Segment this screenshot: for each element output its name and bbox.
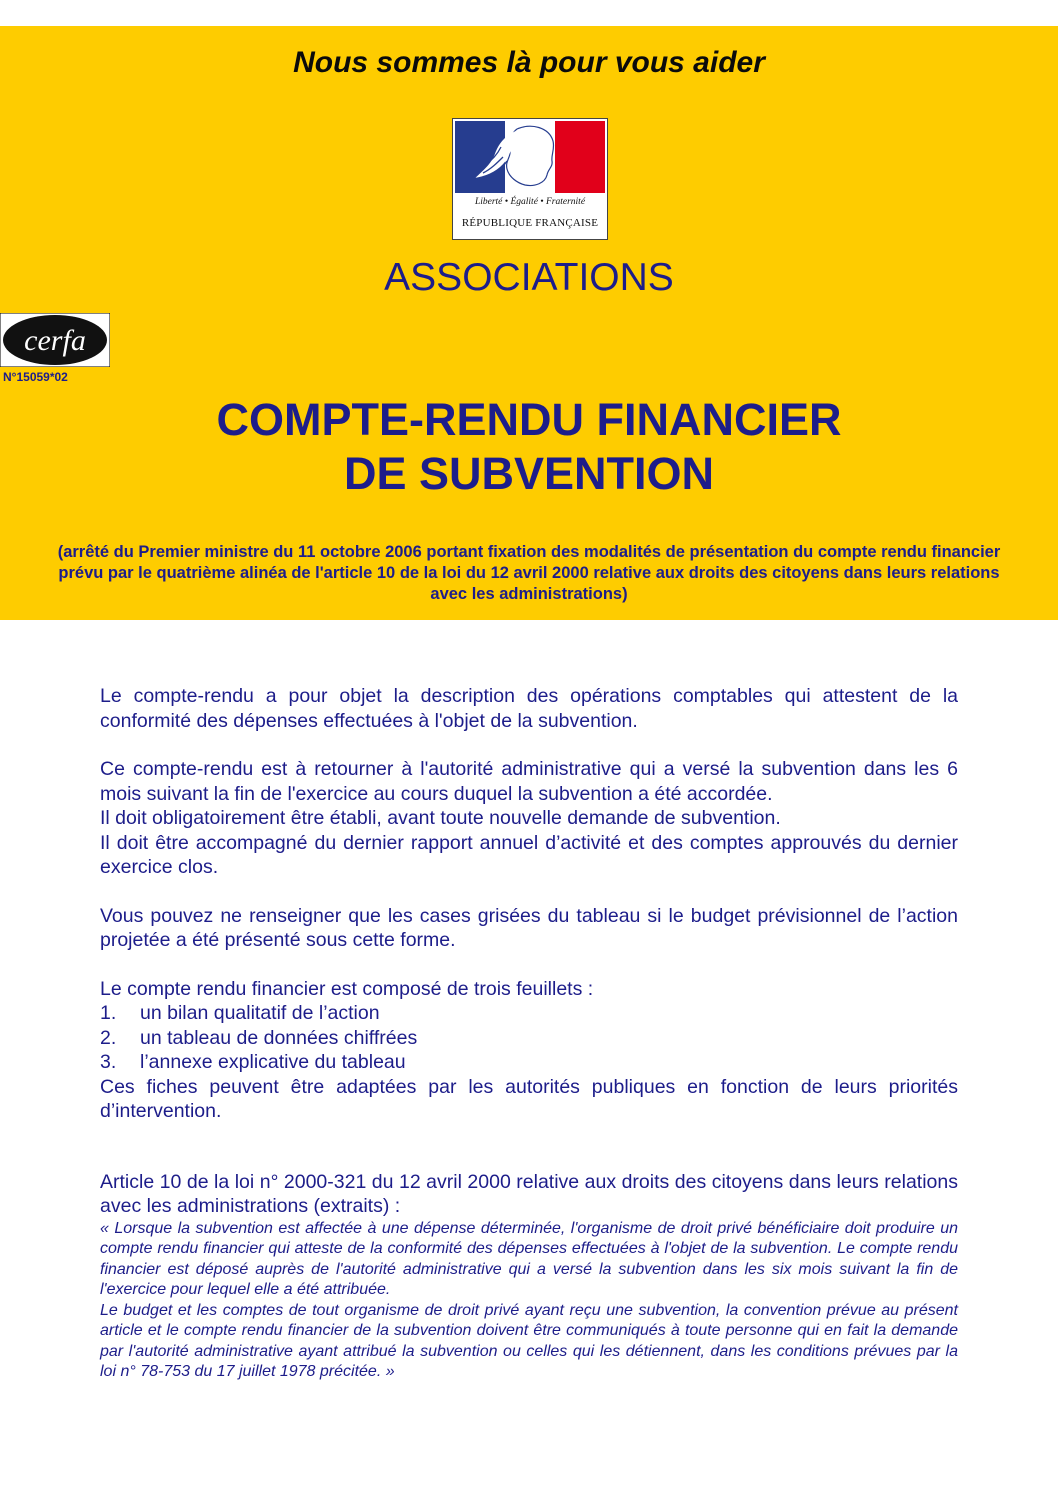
- category-heading: ASSOCIATIONS: [384, 256, 674, 299]
- list-item-label: l’annexe explicative du tableau: [140, 1051, 406, 1073]
- republique-label: RÉPUBLIQUE FRANÇAISE: [461, 217, 599, 229]
- cerfa-logo-text: cerfa: [24, 324, 86, 357]
- intro-paragraph: Le compte-rendu a pour objet la description des opérations comptables qui attestent de la conformité des dépenses effectuées à l'objet de la subvention.: [100, 685, 958, 732]
- return-paragraph: Ce compte-rendu est à retourner à l'autorité administrative qui a versé la subvention dans les 6 mois suivant la fin de l'exercice au cours duquel la subvention a été accordée.: [100, 758, 958, 805]
- article-quote-1: « Lorsque la subvention est affectée à une dépense déterminée, l'organisme de droit privé bénéficiaire doit produire un compte rendu financier qui atteste de la conformité des dépenses effectuées à l'objet de la subvention. Le compte rendu financier est déposé auprès de l'autorité administrative qui a versé la subvention dans les six mois suivant la fin de l'exercice pour lequel elle a été attribuée.: [100, 1219, 958, 1298]
- republique-motto: Liberté • Égalité • Fraternité: [474, 197, 586, 207]
- list-item: [100, 1026, 958, 1051]
- list-item-label: un tableau de données chiffrées: [140, 1026, 418, 1049]
- article-quote-2: Le budget et les comptes de tout organisme de droit privé ayant reçu une subvention, la convention prévue au présent article et le compte rendu financier de la subvention doivent être communiqués à toute personne qui en fait la demande par l'autorité administrative ayant attribué la subvention ou celles qui les détiennent, dans les conditions prévues par la loi n° 78-753 du 17 juillet 1978 précitée. »: [100, 1301, 958, 1380]
- list-item-number: 3.: [100, 1051, 117, 1073]
- list-item: [100, 1050, 958, 1075]
- article-title: Article 10 de la loi n° 2000-321 du 12 avril 2000 relative aux droits des citoyens dans leurs relations avec les administrations (extraits) :: [100, 1170, 958, 1217]
- cerfa-number: N°15059*02: [3, 370, 68, 384]
- cerfa-logo: [0, 313, 110, 367]
- flag-red-band: [555, 121, 605, 193]
- header-banner: [0, 26, 1058, 620]
- mandatory-paragraph: Il doit obligatoirement être établi, avant toute nouvelle demande de subvention.: [100, 807, 781, 829]
- sheets-list: [100, 1001, 958, 1075]
- marianne-flag-icon: [455, 121, 605, 193]
- composition-intro: Le compte rendu financier est composé de trois feuillets :: [100, 977, 594, 1000]
- document-body: [100, 684, 958, 1383]
- page-title-line-1: COMPTE-RENDU FINANCIER: [216, 394, 842, 445]
- page-title-line-2: DE SUBVENTION: [343, 448, 715, 499]
- list-item-label: un bilan qualitatif de l’action: [140, 1002, 380, 1024]
- attachments-paragraph: Il doit être accompagné du dernier rapport annuel d’activité et des comptes approuvés du dernier exercice clos.: [100, 831, 958, 878]
- list-item-number: 2.: [100, 1026, 117, 1049]
- list-item-number: 1.: [100, 1002, 117, 1024]
- adaptation-paragraph: Ces fiches peuvent être adaptées par les autorités publiques en fonction de leurs priorités d’intervention.: [100, 1075, 958, 1122]
- list-item: [100, 1001, 958, 1026]
- page-title: [0, 393, 1058, 501]
- tagline: Nous sommes là pour vous aider: [293, 46, 765, 79]
- decree-reference: (arrêté du Premier ministre du 11 octobre 2006 portant fixation des modalités de présentation du compte rendu financier prévu par le quatrième alinéa de l'article 10 de la loi du 12 avril 2000 relative aux droits des citoyens dans leurs relations avec les administrations): [57, 543, 1001, 603]
- grey-cells-paragraph: Vous pouvez ne renseigner que les cases grisées du tableau si le budget prévisionnel de l’action projetée a été présenté sous cette forme.: [100, 904, 958, 951]
- republique-francaise-logo: [452, 118, 608, 240]
- law-excerpt: [100, 1170, 958, 1383]
